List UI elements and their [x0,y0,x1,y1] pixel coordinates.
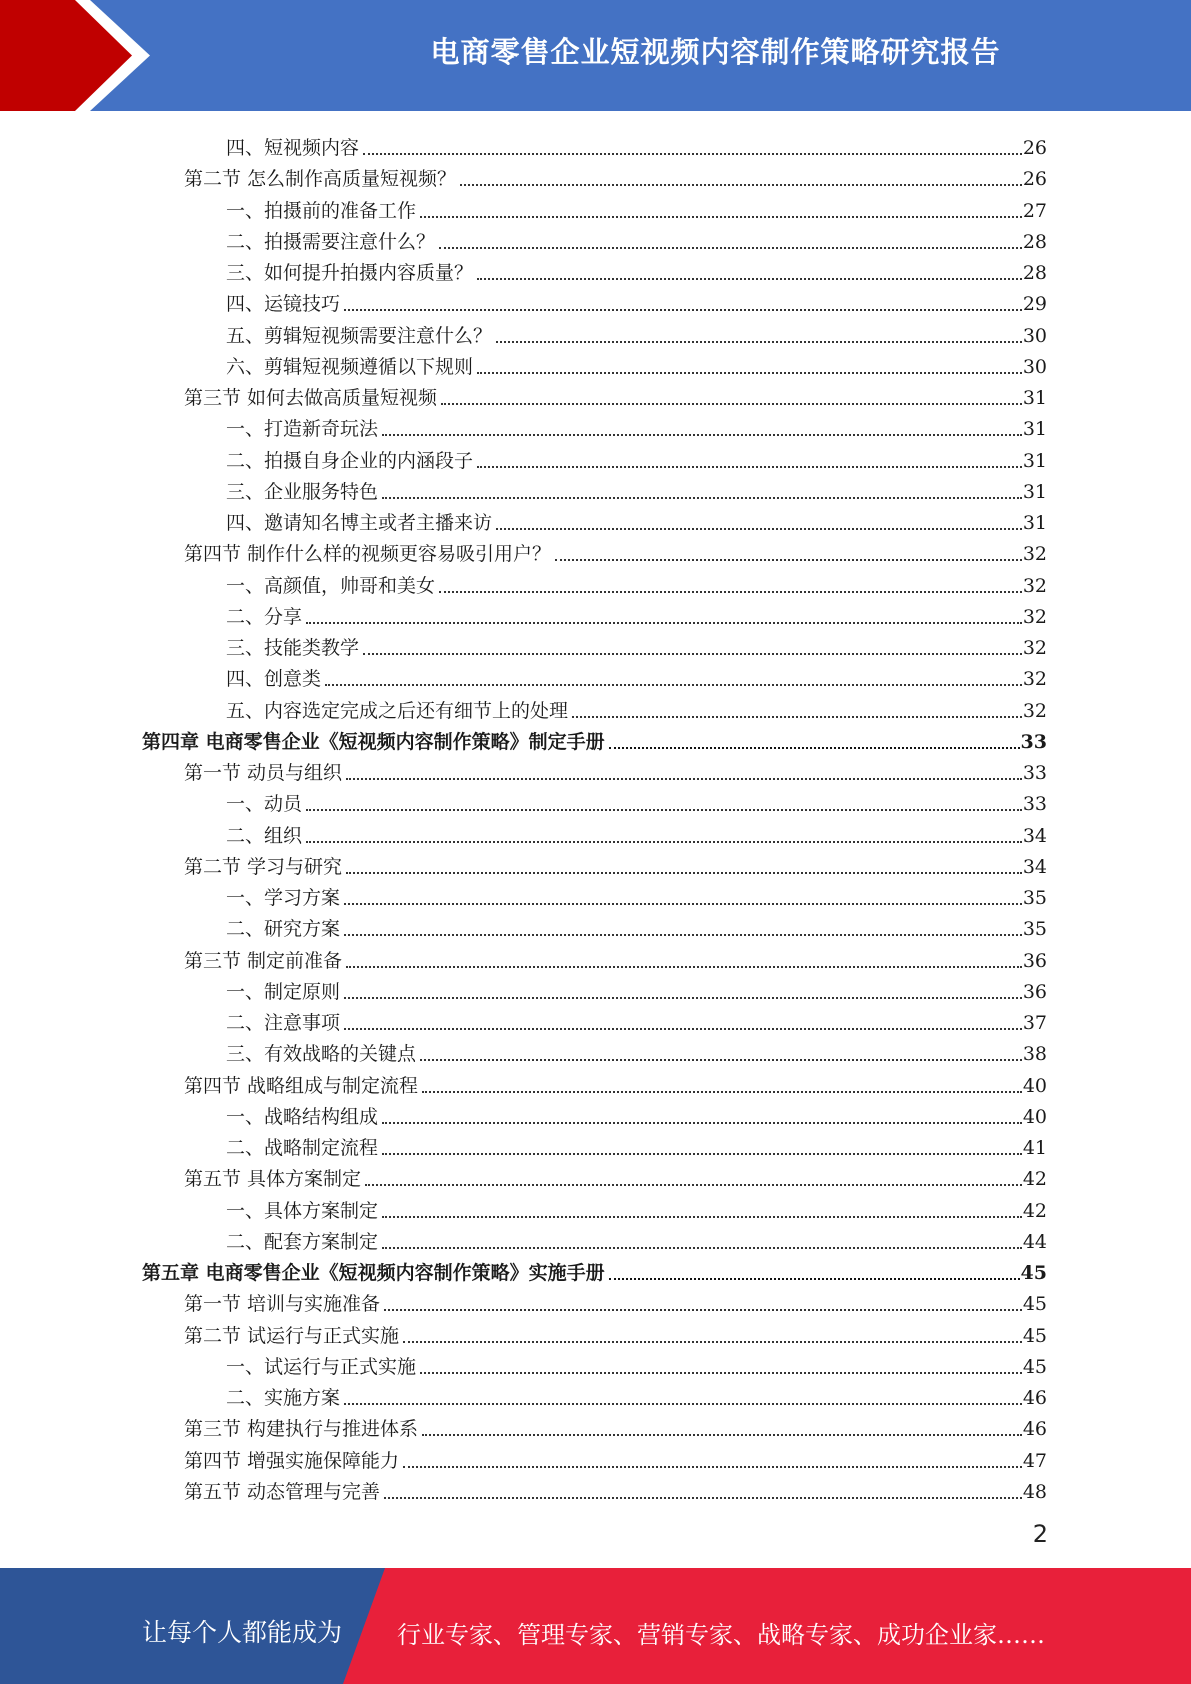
toc-entry[interactable] [226,253,1047,284]
toc-entry[interactable] [226,628,1047,659]
toc-entry-title: 二、战略制定流程 [226,1137,379,1159]
toc-entry[interactable] [226,503,1047,534]
toc-entry[interactable] [226,909,1047,940]
toc-dot-leader [477,466,1022,468]
toc-entry[interactable] [226,128,1047,159]
toc-dot-leader [363,653,1022,655]
toc-dot-leader [420,1372,1022,1374]
toc-entry-title: 五、剪辑短视频需要注意什么？ [226,324,493,347]
toc-entry-title: 一、制定原则 [226,980,341,1003]
toc-dot-leader [306,841,1022,843]
toc-entry-page: 31 [1022,449,1047,472]
toc-entry-page: 31 [1022,512,1047,534]
toc-entry-page: 40 [1022,1105,1047,1128]
toc-dot-leader [439,591,1022,593]
toc-entry-page: 45 [1022,1293,1047,1316]
toc-entry-page: 26 [1022,137,1047,159]
toc-entry-title: 一、具体方案制定 [226,1199,379,1222]
toc-entry[interactable] [184,534,1047,565]
toc-entry-title: 第五节 动态管理与完善 [184,1480,381,1503]
toc-entry-title: 第三节 如何去做高质量短视频 [184,387,438,409]
toc-entry[interactable] [184,1284,1047,1315]
toc-dot-leader [384,1497,1022,1499]
toc-dot-leader [344,1403,1022,1405]
toc-entry[interactable] [226,816,1047,847]
toc-entry-page: 35 [1022,918,1047,941]
toc-dot-leader [382,1122,1022,1124]
toc-entry-page: 29 [1022,293,1047,316]
toc-entry-page: 41 [1022,1137,1047,1159]
toc-entry-page: 36 [1022,980,1047,1003]
toc-dot-leader [365,1184,1022,1186]
toc-entry-page: 32 [1022,668,1047,691]
toc-entry[interactable] [226,691,1047,722]
toc-entry[interactable] [226,409,1047,440]
toc-entry-page: 28 [1022,230,1047,253]
toc-entry[interactable] [226,1128,1047,1159]
toc-entry[interactable] [226,1003,1047,1034]
toc-entry[interactable] [184,1066,1047,1097]
toc-entry-title: 一、学习方案 [226,887,341,909]
toc-entry-page: 33 [1022,762,1047,784]
toc-dot-leader [441,403,1022,405]
toc-entry-page: 27 [1022,199,1047,222]
toc-dot-leader [422,1091,1022,1093]
footer-slogan-right: 行业专家、管理专家、营销专家、战略专家、成功企业家…… [397,1621,1045,1649]
toc-entry-title: 二、拍摄自身企业的内涵段子 [226,449,474,472]
toc-entry-title: 三、技能类教学 [226,637,360,659]
toc-dot-leader [609,1278,1020,1280]
toc-dot-leader [346,872,1022,874]
toc-dot-leader [382,434,1022,436]
toc-entry[interactable] [184,941,1047,972]
toc-entry-page: 31 [1022,418,1047,441]
toc-dot-leader [555,559,1022,561]
toc-entry-title: 二、分享 [226,605,303,628]
toc-entry-title: 三、企业服务特色 [226,480,379,503]
toc-entry[interactable] [226,784,1047,815]
toc-entry-page: 34 [1022,855,1047,878]
toc-entry-title: 第四节 制作什么样的视频更容易吸引用户？ [184,543,552,566]
toc-entry[interactable] [226,222,1047,253]
toc-dot-leader [403,1341,1022,1343]
toc-entry-page: 44 [1022,1230,1047,1253]
toc-entry[interactable] [184,159,1047,190]
toc-entry-page: 32 [1022,574,1047,597]
toc-dot-leader [382,1216,1022,1218]
toc-dot-leader [496,528,1022,530]
toc-entry-page: 33 [1022,793,1047,816]
toc-entry[interactable] [226,566,1047,597]
toc-entry-title: 第四章 电商零售企业《短视频内容制作策略》制定手册 [142,730,605,753]
toc-entry-title: 一、拍摄前的准备工作 [226,199,417,222]
toc-entry[interactable] [184,753,1047,784]
toc-entry-page: 26 [1022,168,1047,191]
toc-dot-leader [460,184,1022,186]
toc-entry[interactable] [226,441,1047,472]
toc-dot-leader [609,747,1020,749]
toc-entry[interactable] [184,1159,1047,1190]
toc-entry-page: 28 [1022,262,1047,284]
toc-entry-page: 46 [1022,1387,1047,1409]
toc-entry[interactable] [226,972,1047,1003]
toc-entry[interactable] [226,597,1047,628]
page-number: 2 [1032,1520,1048,1548]
toc-dot-leader [325,684,1022,686]
toc-entry[interactable] [226,347,1047,378]
toc-dot-leader [382,497,1022,499]
toc-entry-title: 第五章 电商零售企业《短视频内容制作策略》实施手册 [142,1262,605,1284]
toc-entry-page: 32 [1022,543,1047,566]
toc-dot-leader [344,934,1022,936]
toc-entry[interactable] [184,1472,1047,1503]
toc-entry-title: 第一节 培训与实施准备 [184,1293,381,1316]
toc-entry-title: 一、战略结构组成 [226,1105,379,1128]
toc-entry[interactable] [142,722,1047,753]
toc-entry[interactable] [226,1222,1047,1253]
toc-entry-title: 第二节 试运行与正式实施 [184,1324,400,1347]
toc-entry-title: 第四节 战略组成与制定流程 [184,1074,419,1097]
toc-dot-leader [344,997,1022,999]
toc-entry-page: 30 [1022,355,1047,378]
toc-entry[interactable] [226,316,1047,347]
toc-entry[interactable] [226,1347,1047,1378]
toc-entry-title: 第二节 怎么制作高质量短视频？ [184,168,457,191]
toc-entry-title: 四、运镜技巧 [226,293,341,316]
toc-entry-title: 第四节 增强实施保障能力 [184,1449,400,1472]
toc-entry-title: 四、短视频内容 [226,137,360,159]
toc-entry[interactable] [184,847,1047,878]
toc-dot-leader [403,1466,1022,1468]
toc-entry-title: 一、打造新奇玩法 [226,418,379,441]
toc-entry-title: 五、内容选定完成之后还有细节上的处理 [226,699,569,722]
toc-entry-page: 46 [1022,1418,1047,1441]
toc-dot-leader [363,153,1022,155]
toc-entry-title: 二、注意事项 [226,1012,341,1034]
toc-entry-title: 第五节 具体方案制定 [184,1168,362,1191]
toc-dot-leader [306,622,1022,624]
toc-entry[interactable] [226,1191,1047,1222]
toc-entry[interactable] [226,1097,1047,1128]
toc-dot-leader [344,1028,1022,1030]
toc-entry-title: 三、有效战略的关键点 [226,1043,417,1066]
toc-entry-page: 45 [1022,1355,1047,1378]
toc-entry-title: 二、拍摄需要注意什么？ [226,230,436,253]
toc-entry-title: 第一节 动员与组织 [184,762,343,784]
toc-dot-leader [346,966,1022,968]
toc-entry-title: 一、动员 [226,793,303,816]
toc-entry-page: 47 [1022,1449,1047,1472]
page-footer [0,1568,1191,1684]
toc-entry-title: 二、实施方案 [226,1387,341,1409]
toc-dot-leader [344,903,1022,905]
toc-entry-title: 第二节 学习与研究 [184,855,343,878]
toc-entry-page: 45 [1022,1324,1047,1347]
toc-dot-leader [346,778,1022,780]
toc-entry-page: 48 [1022,1480,1047,1503]
toc-entry[interactable] [142,1253,1047,1284]
toc-entry-title: 二、配套方案制定 [226,1230,379,1253]
toc-entry-page: 36 [1022,949,1047,972]
toc-dot-leader [420,216,1022,218]
toc-dot-leader [477,372,1022,374]
toc-entry[interactable] [184,378,1047,409]
toc-entry[interactable] [226,472,1047,503]
toc-entry-title: 四、邀请知名博主或者主播来访 [226,512,493,534]
toc-entry-page: 34 [1022,824,1047,847]
toc-entry[interactable] [184,1409,1047,1440]
footer-slogan-left: 让每个人都能成为 [142,1618,343,1647]
page-header [0,0,1191,111]
toc-entry[interactable] [184,1441,1047,1472]
toc-dot-leader [306,809,1022,811]
toc-entry-page: 32 [1022,637,1047,659]
toc-entry[interactable] [226,878,1047,909]
toc-dot-leader [477,278,1022,280]
toc-entry-title: 一、高颜值，帅哥和美女 [226,574,436,597]
toc-dot-leader [382,1247,1022,1249]
toc-entry[interactable] [226,1034,1047,1065]
toc-entry-page: 31 [1022,480,1047,503]
toc-entry-page: 42 [1022,1168,1047,1191]
toc-entry-title: 二、组织 [226,824,303,847]
toc-entry-title: 六、剪辑短视频遵循以下规则 [226,355,474,378]
toc-entry[interactable] [226,191,1047,222]
toc-dot-leader [572,716,1022,718]
toc-dot-leader [384,1309,1022,1311]
toc-entry-page: 45 [1020,1262,1047,1284]
toc-entry[interactable] [184,1316,1047,1347]
toc-entry-page: 35 [1022,887,1047,909]
toc-entry-page: 42 [1022,1199,1047,1222]
toc-entry-page: 40 [1022,1074,1047,1097]
toc-entry-title: 三、如何提升拍摄内容质量？ [226,262,474,284]
toc-entry-page: 31 [1022,387,1047,409]
toc-entry[interactable] [226,284,1047,315]
toc-entry[interactable] [226,1378,1047,1409]
toc-dot-leader [382,1153,1022,1155]
toc-entry-page: 38 [1022,1043,1047,1066]
toc-entry-page: 37 [1022,1012,1047,1034]
document-title: 电商零售企业短视频内容制作策略研究报告 [430,34,1001,69]
toc-dot-leader [344,309,1022,311]
toc-dot-leader [422,1434,1022,1436]
toc-entry-page: 32 [1022,699,1047,722]
toc-entry-title: 四、创意类 [226,668,322,691]
toc-entry-title: 第三节 制定前准备 [184,949,343,972]
toc-entry-page: 33 [1020,730,1047,753]
toc-entry-title: 二、研究方案 [226,918,341,941]
toc-entry-page: 30 [1022,324,1047,347]
toc-dot-leader [420,1059,1022,1061]
toc-entry[interactable] [226,659,1047,690]
toc-dot-leader [439,247,1022,249]
toc-dot-leader [496,341,1022,343]
toc-entry-title: 一、试运行与正式实施 [226,1355,417,1378]
toc-entry-title: 第三节 构建执行与推进体系 [184,1418,419,1441]
toc-entry-page: 32 [1022,605,1047,628]
